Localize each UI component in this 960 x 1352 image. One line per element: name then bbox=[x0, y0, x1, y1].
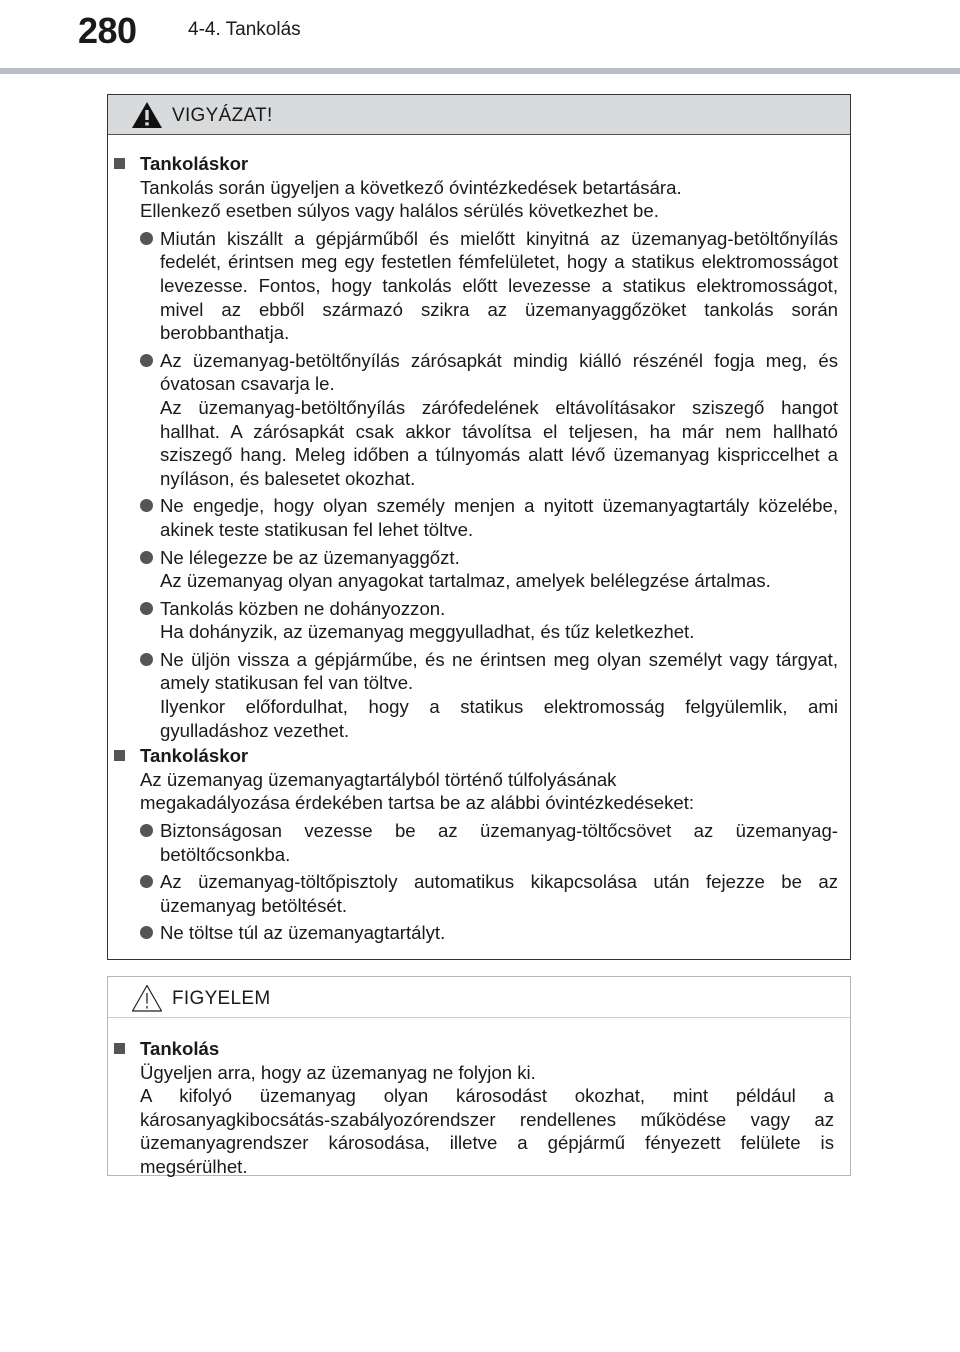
page-header bbox=[0, 0, 960, 80]
section-intro-text: Az üzemanyag üzemanyagtartályból történő túlfolyásának megakadályozása érdekében tartsa be az alábbi óvintézkedéseket: bbox=[140, 768, 695, 814]
square-bullet-icon bbox=[114, 1043, 125, 1054]
list-item bbox=[114, 546, 840, 593]
bullet-text-continued: Az üzemanyag olyan anyagokat tartalmaz, amelyek belélegzése ártalmas. bbox=[160, 570, 771, 592]
bullet-text: Tankolás közben ne dohányozzon. bbox=[160, 597, 446, 619]
list-item bbox=[114, 870, 840, 917]
bullet-text-continued: Ha dohányzik, az üzemanyag meggyulladhat, és tűz keletkezhet. bbox=[160, 621, 695, 643]
bullet-text: Az üzemanyag-töltőpisztoly automatikus kikapcsolása után fejezze be az üzemanyag betöltését. bbox=[160, 871, 838, 916]
circle-bullet-icon bbox=[140, 926, 153, 939]
section-heading: Tankoláskor bbox=[140, 745, 249, 767]
notice-box-header bbox=[108, 977, 850, 1018]
bullet-text: Ne engedje, hogy olyan személy menjen a nyitott üzemanyagtartály közelébe, akinek teste statikusan fel lehet töltve. bbox=[160, 495, 838, 540]
square-bullet-icon bbox=[114, 750, 125, 761]
section-heading: Tankolás bbox=[140, 1038, 220, 1059]
bullet-text-continued: Az üzemanyag-betöltőnyílás zárófedelének eltávolításakor sziszegő hangot hallhat. A zárósapkát csak akkor távolítsa el teljesen, ha már nem hallható sziszegő hang. Meleg időben a túlnyomás alatt lévő üzemanyag kispriccelhet a nyíláson, és balesetet okozhat. bbox=[160, 396, 838, 489]
list-item bbox=[114, 921, 840, 945]
list-item bbox=[114, 494, 840, 541]
notice-section-1 bbox=[114, 1037, 840, 1179]
warning-box-title: VIGYÁZAT! bbox=[172, 105, 273, 126]
list-item bbox=[114, 227, 840, 345]
list-item bbox=[114, 597, 840, 644]
bullet-text: Ne üljön vissza a gépjárműbe, és ne érintsen meg olyan személyt vagy tárgyat, amely statikusan fel van töltve. bbox=[160, 648, 838, 694]
circle-bullet-icon bbox=[140, 232, 153, 245]
bullet-text: Ne lélegezze be az üzemanyaggőzt. bbox=[160, 546, 460, 568]
circle-bullet-icon bbox=[140, 354, 153, 367]
bullet-text: Az üzemanyag-betöltőnyílás zárósapkát mindig kiálló részénél fogja meg, és óvatosan csavarja le. bbox=[160, 349, 838, 395]
warning-section-2 bbox=[114, 744, 840, 815]
list-item bbox=[114, 648, 840, 742]
notice-box-body bbox=[108, 1018, 850, 1179]
warning-section-1 bbox=[114, 152, 840, 223]
bullet-text-continued: Ilyenkor előfordulhat, hogy a statikus elektromosság felgyülemlik, ami gyulladáshoz vezethet. bbox=[160, 696, 838, 741]
circle-bullet-icon bbox=[140, 499, 153, 512]
warning-triangle-filled-icon bbox=[130, 100, 164, 130]
section-title: 4-4. Tankolás bbox=[188, 19, 301, 40]
circle-bullet-icon bbox=[140, 653, 153, 666]
header-rule bbox=[0, 68, 960, 74]
list-item bbox=[114, 349, 840, 491]
section-intro-text: Ügyeljen arra, hogy az üzemanyag ne folyjon ki. bbox=[140, 1061, 536, 1083]
circle-bullet-icon bbox=[140, 824, 153, 837]
warning-box-body bbox=[108, 135, 850, 945]
notice-box-title: FIGYELEM bbox=[172, 988, 271, 1009]
notice-box bbox=[107, 976, 851, 1176]
circle-bullet-icon bbox=[140, 602, 153, 615]
bullet-text: Miután kiszállt a gépjárműből és mielőtt kinyitná az üzemanyag-betöltőnyílás fedelét, érintsen meg egy festetlen fémfelületet, hogy a statikus elektromosságot levezesse. Fontos, hogy tankolás előtt levezesse a statikus elektromosságot, mivel az ebből származó szikra az üzemanyaggőzöket tankolás során berobbanthatja. bbox=[160, 227, 838, 344]
page-number: 280 bbox=[78, 10, 137, 51]
list-item bbox=[114, 819, 840, 866]
bullet-text: Ne töltse túl az üzemanyagtartályt. bbox=[160, 922, 446, 944]
warning-box bbox=[107, 94, 851, 960]
bullet-text: Biztonságosan vezesse be az üzemanyag-töltőcsövet az üzemanyag-betöltőcsonkba. bbox=[160, 820, 838, 865]
square-bullet-icon bbox=[114, 158, 125, 169]
section-intro-text: Tankolás során ügyeljen a következő óvintézkedések betartására. Ellenkező esetben súlyos vagy halálos sérülés következhet be. bbox=[140, 176, 682, 222]
section-body-text: A kifolyó üzemanyag olyan károsodást okozhat, mint például a károsanyagkibocsátás-szabályozórendszer rendellenes működése vagy az üzemanyagrendszer károsodása, illetve a gépjármű fényezett felülete is megsérülhet. bbox=[140, 1085, 834, 1177]
warning-triangle-outline-icon bbox=[130, 983, 164, 1013]
circle-bullet-icon bbox=[140, 551, 153, 564]
warning-box-header bbox=[108, 95, 850, 135]
section-heading: Tankoláskor bbox=[140, 153, 249, 174]
circle-bullet-icon bbox=[140, 875, 153, 888]
